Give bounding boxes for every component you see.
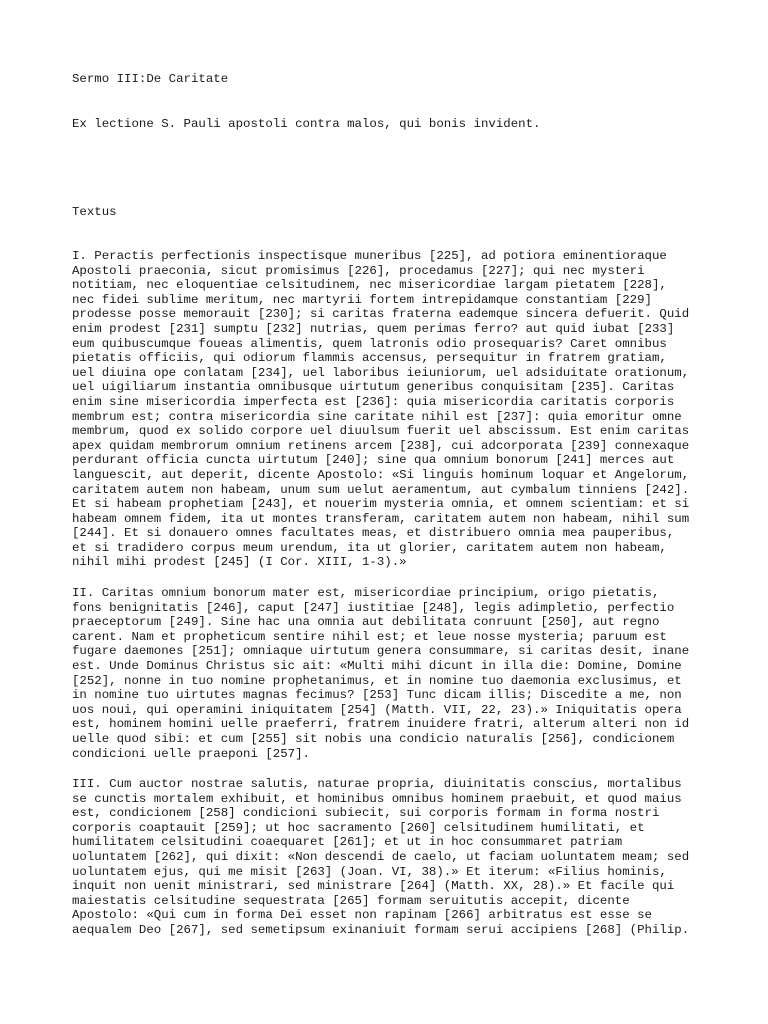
document-title: Sermo III:De Caritate	[72, 72, 229, 86]
document-subtitle: Ex lectione S. Pauli apostoli contra malos, qui bonis invident.	[72, 117, 541, 131]
section-heading: Textus	[72, 205, 117, 219]
paragraph-2: II. Caritas omnium bonorum mater est, misericordiae principium, origo pietatis, fons benignitatis [246], caput [247] iustitiae [248], legis adimpletio, perfectio praeceptorum [249]. Sine hac una omnia aut debilitata conruunt [250], aut regno carent. Nam et propheticum sentire nihil est; et leue nosse mysteria; paruum est fugare daemones [251]; omniaque uirtutum genera consummare, si caritas desit, inane est. Unde Dominus Christus sic ait: «Multi mihi dicunt in illa die: Domine, Domine [252], nonne in tuo nomine prophetanimus, et in nomine tuo daemonia exclusimus, et in nomine tuo uirtutes magnas fecimus? [253] Tunc dicam illis; Discedite a me, non uos noui, qui operamini iniquitatem [254] (Matth. VII, 22, 23).» Iniquitatis opera est, hominem homini uelle praeferri, fratrem inuidere fratri, alterum alteri non id uelle quod sibi: et cum [255] sit nobis una condicio naturalis [256], condicionem condicioni uelle praeponi [257].	[72, 586, 690, 761]
paragraph-3: III. Cum auctor nostrae salutis, naturae propria, diuinitatis conscius, mortalibus se cunctis mortalem exhibuit, et hominibus omnibus hominem praebuit, et quod maius est, condicionem [258] condicioni subiecit, sui corporis formam in forma nostri corporis coaptauit [259]; ut hoc sacramento [260] celsitudinem humilitati, et humilitatem celsitudini coaequaret [261]; et ut in hoc consummaret patriam uoluntatem [262], qui dixit: «Non descendi de caelo, ut faciam uoluntatem meam; sed uoluntatem ejus, qui me misit [263] (Joan. VI, 38).» Et iterum: «Filius hominis, inquit non uenit ministrari, sed ministrare [264] (Matth. XX, 28).» Et facile qui maiestatis celsitudine sequestrata [265] formam seruitutis accepit, dicente Apostolo: «Qui cum in forma Dei esset non rapinam [266] arbitratus est esse se aequalem Deo [267], sed semetipsum exinaniuit formam serui accipiens [268] (Philip.	[72, 777, 690, 937]
paragraph-1: I. Peractis perfectionis inspectisque muneribus [225], ad potiora eminentioraque Apostoli praeconia, sicut promisimus [226], procedamus [227]; qui nec mysteri notitiam, nec eloquentiae celsitudinem, nec misericordiae largam pietatem [228], nec fidei sublime meritum, nec martyrii fortem intrepidamque constantiam [229] prodesse posse memorauit [230]; si caritas fraterna eademque sincera defuerit. Quid enim prodest [231] sumptu [232] nutrias, quem perimas ferro? aut quid iubat [233] eum quibuscumque foueas alimentis, quem latronis odio prosequaris? Caret omnibus pietatis officiis, qui odiorum flammis accensus, persequitur in fratrem gratiam, uel diuina ope conlatam [234], uel laboribus ieiuniorum, uel adsiduitate orationum, uel uigiliarum instantia omnibusque uirtutum generibus conquisitam [235]. Caritas enim sine misericordia imperfecta est [236]: quia misericordia caritatis corporis membrum est; contra misericordia sine caritate nihil est [237]: quia emoritur omne membrum, quod ex solido corpore uel diuulsum fuerit uel abscissum. Est enim caritas apex quidam membrorum omnium retinens arcem [238], cui adcorporata [239] connexaque perdurant officia cuncta uirtutum [240]; sine qua omnium bonorum [241] merces aut languescit, aut deperit, dicente Apostolo: «Si linguis hominum loquar et Angelorum, caritatem autem non habeam, unum sum uelut aeramentum, aut cymbalum tinniens [242]. Et si habeam prophetiam [243], et nouerim mysteria omnia, et omnem scientiam: et si habeam omnem fidem, ita ut montes transferam, caritatem autem non habeam, nihil sum [244]. Et si donauero omnes facultates meas, et distribuero omnia mea pauperibus, et si tradidero corpus meum urendum, ita ut glorier, caritatem autem non habeam, nihil mihi prodest [245] (I Cor. XIII, 1-3).»	[72, 249, 690, 570]
